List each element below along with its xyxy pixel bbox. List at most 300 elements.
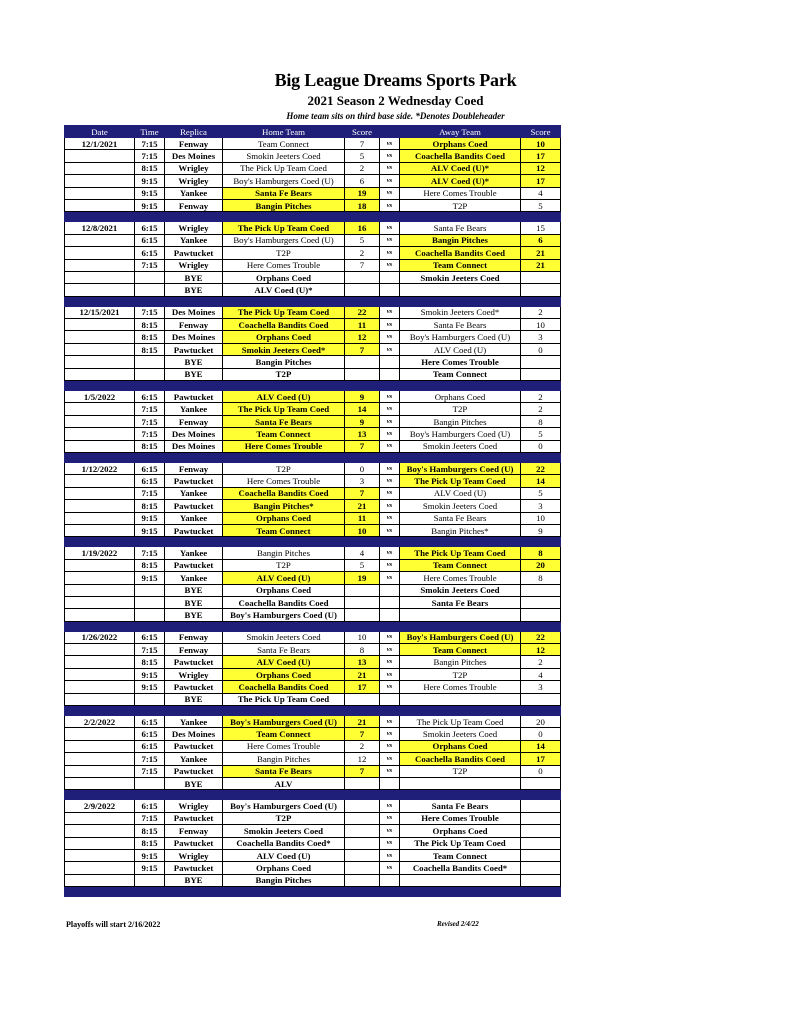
table-row xyxy=(65,415,561,427)
away-team-cell xyxy=(400,874,521,886)
replica-field-cell: Des Moines xyxy=(165,150,223,162)
time-cell xyxy=(135,284,165,296)
away-team-cell: The Pick Up Team Coed xyxy=(400,547,521,559)
table-row xyxy=(65,693,561,705)
time-cell: 8:15 xyxy=(135,825,165,837)
home-score-cell xyxy=(345,862,380,874)
separator-cell xyxy=(135,381,165,391)
date-cell xyxy=(65,319,135,331)
replica-field-cell: BYE xyxy=(165,596,223,608)
vs-cell: vs xyxy=(380,175,400,187)
home-team-cell: Smokin Jeeters Coed xyxy=(223,150,345,162)
separator-cell xyxy=(345,212,380,222)
home-team-cell: The Pick Up Team Coed xyxy=(223,403,345,415)
date-cell xyxy=(65,331,135,343)
home-team-cell: Team Connect xyxy=(223,138,345,150)
separator-cell xyxy=(135,790,165,800)
time-cell: 8:15 xyxy=(135,343,165,355)
home-score-cell: 7 xyxy=(345,343,380,355)
table-row xyxy=(65,584,561,596)
home-team-cell: Santa Fe Bears xyxy=(223,644,345,656)
week-separator xyxy=(65,887,561,897)
away-team-cell: T2P xyxy=(400,765,521,777)
home-team-cell: Team Connect xyxy=(223,428,345,440)
away-team-cell: Smokin Jeeters Coed xyxy=(400,440,521,452)
separator-cell xyxy=(165,537,223,547)
replica-field-cell: BYE xyxy=(165,609,223,621)
date-cell xyxy=(65,487,135,499)
away-score-cell: 0 xyxy=(521,440,561,452)
vs-cell: vs xyxy=(380,234,400,246)
away-score-cell: 4 xyxy=(521,187,561,199)
separator-cell xyxy=(521,537,561,547)
home-team-cell: ALV xyxy=(223,777,345,789)
home-team-cell: T2P xyxy=(223,812,345,824)
separator-cell xyxy=(345,621,380,631)
table-row xyxy=(65,331,561,343)
time-cell: 7:15 xyxy=(135,487,165,499)
time-cell xyxy=(135,368,165,380)
home-team-cell: Boy's Hamburgers Coed (U) xyxy=(223,234,345,246)
separator-cell xyxy=(65,621,135,631)
home-team-cell: Bangin Pitches xyxy=(223,753,345,765)
table-row xyxy=(65,668,561,680)
replica-field-cell: Pawtucket xyxy=(165,862,223,874)
away-team-cell: Team Connect xyxy=(400,849,521,861)
away-score-cell: 8 xyxy=(521,572,561,584)
date-cell xyxy=(65,559,135,571)
replica-field-cell: Fenway xyxy=(165,138,223,150)
replica-field-cell: Pawtucket xyxy=(165,812,223,824)
replica-field-cell: Des Moines xyxy=(165,440,223,452)
home-team-cell: T2P xyxy=(223,559,345,571)
time-cell: 7:15 xyxy=(135,428,165,440)
replica-field-cell: Wrigley xyxy=(165,259,223,271)
date-cell xyxy=(65,234,135,246)
home-team-cell: The Pick Up Team Coed xyxy=(223,162,345,174)
replica-field-cell: Des Moines xyxy=(165,331,223,343)
replica-field-cell: Wrigley xyxy=(165,800,223,812)
away-score-cell: 9 xyxy=(521,524,561,536)
table-row xyxy=(65,403,561,415)
separator-cell xyxy=(521,887,561,897)
away-score-cell xyxy=(521,609,561,621)
away-team-cell: Smokin Jeeters Coed xyxy=(400,271,521,283)
time-cell: 9:15 xyxy=(135,175,165,187)
away-score-cell: 17 xyxy=(521,150,561,162)
home-score-cell: 7 xyxy=(345,259,380,271)
away-team-cell: Team Connect xyxy=(400,368,521,380)
time-cell: 7:15 xyxy=(135,306,165,318)
date-cell xyxy=(65,440,135,452)
table-row xyxy=(65,512,561,524)
table-header-row xyxy=(65,126,561,138)
date-cell xyxy=(65,837,135,849)
home-score-cell xyxy=(345,800,380,812)
time-cell: 7:15 xyxy=(135,812,165,824)
date-cell xyxy=(65,668,135,680)
home-score-cell: 7 xyxy=(345,728,380,740)
away-team-cell: Coachella Bandits Coed xyxy=(400,247,521,259)
vs-cell xyxy=(380,584,400,596)
table-row xyxy=(65,259,561,271)
separator-cell xyxy=(65,212,135,222)
replica-field-cell: Pawtucket xyxy=(165,500,223,512)
separator-cell xyxy=(165,621,223,631)
table-row xyxy=(65,462,561,474)
vs-cell: vs xyxy=(380,138,400,150)
vs-cell: vs xyxy=(380,187,400,199)
away-team-cell: ALV Coed (U)* xyxy=(400,175,521,187)
away-score-cell xyxy=(521,284,561,296)
home-score-cell: 4 xyxy=(345,547,380,559)
separator-cell xyxy=(223,212,345,222)
vs-cell: vs xyxy=(380,825,400,837)
week-separator xyxy=(65,537,561,547)
separator-cell xyxy=(223,452,345,462)
home-team-cell: ALV Coed (U) xyxy=(223,656,345,668)
separator-cell xyxy=(521,212,561,222)
table-row xyxy=(65,391,561,403)
home-score-cell xyxy=(345,584,380,596)
home-score-cell: 7 xyxy=(345,440,380,452)
vs-cell: vs xyxy=(380,440,400,452)
table-row xyxy=(65,150,561,162)
table-row xyxy=(65,572,561,584)
vs-cell: vs xyxy=(380,753,400,765)
away-score-cell: 22 xyxy=(521,462,561,474)
home-team-cell: Bangin Pitches xyxy=(223,356,345,368)
replica-field-cell: Pawtucket xyxy=(165,559,223,571)
separator-cell xyxy=(345,537,380,547)
vs-cell: vs xyxy=(380,462,400,474)
vs-cell: vs xyxy=(380,512,400,524)
home-score-cell: 7 xyxy=(345,138,380,150)
time-cell: 8:15 xyxy=(135,331,165,343)
time-cell xyxy=(135,693,165,705)
col-header-vs xyxy=(380,126,400,138)
vs-cell xyxy=(380,596,400,608)
separator-cell xyxy=(65,706,135,716)
table-row xyxy=(65,187,561,199)
replica-field-cell: BYE xyxy=(165,284,223,296)
page-subtitle: 2021 Season 2 Wednesday Coed xyxy=(307,93,484,108)
home-score-cell xyxy=(345,596,380,608)
table-row xyxy=(65,306,561,318)
date-cell: 1/5/2022 xyxy=(65,391,135,403)
vs-cell xyxy=(380,368,400,380)
date-cell xyxy=(65,644,135,656)
away-score-cell: 17 xyxy=(521,753,561,765)
separator-cell xyxy=(521,296,561,306)
home-team-cell: T2P xyxy=(223,247,345,259)
replica-field-cell: Yankee xyxy=(165,187,223,199)
table-row xyxy=(65,656,561,668)
home-score-cell: 6 xyxy=(345,175,380,187)
away-score-cell: 3 xyxy=(521,500,561,512)
home-score-cell xyxy=(345,777,380,789)
table-row xyxy=(65,644,561,656)
home-team-cell: Coachella Bandits Coed* xyxy=(223,837,345,849)
vs-cell: vs xyxy=(380,656,400,668)
vs-cell: vs xyxy=(380,306,400,318)
separator-cell xyxy=(223,887,345,897)
table-row xyxy=(65,199,561,211)
home-score-cell: 22 xyxy=(345,306,380,318)
date-cell xyxy=(65,740,135,752)
time-cell: 9:15 xyxy=(135,849,165,861)
home-score-cell: 2 xyxy=(345,247,380,259)
home-team-cell: Orphans Coed xyxy=(223,271,345,283)
away-score-cell xyxy=(521,800,561,812)
replica-field-cell: Wrigley xyxy=(165,849,223,861)
home-team-cell: Orphans Coed xyxy=(223,668,345,680)
vs-cell xyxy=(380,356,400,368)
week-separator xyxy=(65,621,561,631)
date-cell xyxy=(65,284,135,296)
away-score-cell xyxy=(521,271,561,283)
away-team-cell xyxy=(400,693,521,705)
vs-cell: vs xyxy=(380,475,400,487)
date-cell xyxy=(65,874,135,886)
replica-field-cell: BYE xyxy=(165,368,223,380)
schedule-table xyxy=(64,125,561,897)
away-score-cell xyxy=(521,862,561,874)
replica-field-cell: Wrigley xyxy=(165,175,223,187)
date-cell: 12/8/2021 xyxy=(65,222,135,234)
home-team-cell: Boy's Hamburgers Coed (U) xyxy=(223,609,345,621)
vs-cell: vs xyxy=(380,415,400,427)
replica-field-cell: Yankee xyxy=(165,403,223,415)
home-score-cell: 18 xyxy=(345,199,380,211)
date-cell xyxy=(65,150,135,162)
replica-field-cell: Fenway xyxy=(165,319,223,331)
separator-cell xyxy=(400,537,521,547)
separator-cell xyxy=(380,887,400,897)
away-team-cell: Bangin Pitches xyxy=(400,234,521,246)
away-score-cell: 20 xyxy=(521,559,561,571)
away-team-cell: Here Comes Trouble xyxy=(400,681,521,693)
home-team-cell: Bangin Pitches xyxy=(223,874,345,886)
time-cell: 9:15 xyxy=(135,524,165,536)
away-team-cell: Coachella Bandits Coed xyxy=(400,150,521,162)
date-cell xyxy=(65,572,135,584)
separator-cell xyxy=(380,452,400,462)
home-score-cell xyxy=(345,825,380,837)
away-score-cell xyxy=(521,693,561,705)
vs-cell: vs xyxy=(380,428,400,440)
away-team-cell: The Pick Up Team Coed xyxy=(400,475,521,487)
table-row xyxy=(65,862,561,874)
home-team-cell: Here Comes Trouble xyxy=(223,259,345,271)
separator-cell xyxy=(380,621,400,631)
separator-cell xyxy=(345,452,380,462)
time-cell: 8:15 xyxy=(135,500,165,512)
away-team-cell: Santa Fe Bears xyxy=(400,319,521,331)
home-team-cell: ALV Coed (U) xyxy=(223,391,345,403)
col-header-away-team: Away Team xyxy=(400,126,521,138)
separator-cell xyxy=(400,296,521,306)
separator-cell xyxy=(345,887,380,897)
vs-cell: vs xyxy=(380,259,400,271)
vs-cell xyxy=(380,284,400,296)
vs-cell: vs xyxy=(380,644,400,656)
home-team-cell: Bangin Pitches xyxy=(223,199,345,211)
away-score-cell: 20 xyxy=(521,716,561,728)
date-cell xyxy=(65,753,135,765)
home-team-cell: Santa Fe Bears xyxy=(223,765,345,777)
away-score-cell: 5 xyxy=(521,199,561,211)
time-cell: 6:15 xyxy=(135,475,165,487)
away-score-cell: 12 xyxy=(521,162,561,174)
home-score-cell xyxy=(345,849,380,861)
away-score-cell: 12 xyxy=(521,644,561,656)
replica-field-cell: Fenway xyxy=(165,199,223,211)
separator-cell xyxy=(135,621,165,631)
home-team-cell: ALV Coed (U) xyxy=(223,849,345,861)
time-cell: 6:15 xyxy=(135,247,165,259)
away-score-cell: 0 xyxy=(521,765,561,777)
time-cell: 7:15 xyxy=(135,259,165,271)
away-score-cell: 6 xyxy=(521,234,561,246)
away-team-cell: Orphans Coed xyxy=(400,391,521,403)
time-cell xyxy=(135,271,165,283)
table-row xyxy=(65,728,561,740)
vs-cell: vs xyxy=(380,500,400,512)
home-score-cell xyxy=(345,368,380,380)
home-team-cell: Here Comes Trouble xyxy=(223,740,345,752)
away-score-cell: 17 xyxy=(521,175,561,187)
home-team-cell: Team Connect xyxy=(223,524,345,536)
playoffs-note: Playoffs will start 2/16/2022 xyxy=(66,920,161,929)
vs-cell xyxy=(380,693,400,705)
separator-cell xyxy=(135,706,165,716)
replica-field-cell: Pawtucket xyxy=(165,656,223,668)
separator-cell xyxy=(223,706,345,716)
date-cell xyxy=(65,862,135,874)
date-cell xyxy=(65,849,135,861)
away-score-cell: 4 xyxy=(521,668,561,680)
away-score-cell: 2 xyxy=(521,656,561,668)
replica-field-cell: Fenway xyxy=(165,415,223,427)
home-team-cell: Orphans Coed xyxy=(223,331,345,343)
week-separator xyxy=(65,296,561,306)
separator-cell xyxy=(223,381,345,391)
away-team-cell: T2P xyxy=(400,403,521,415)
separator-cell xyxy=(400,887,521,897)
replica-field-cell: Wrigley xyxy=(165,668,223,680)
table-row xyxy=(65,356,561,368)
time-cell: 6:15 xyxy=(135,222,165,234)
time-cell: 6:15 xyxy=(135,631,165,643)
separator-cell xyxy=(380,790,400,800)
replica-field-cell: BYE xyxy=(165,356,223,368)
table-row xyxy=(65,428,561,440)
home-score-cell xyxy=(345,609,380,621)
vs-cell: vs xyxy=(380,199,400,211)
date-cell xyxy=(65,584,135,596)
date-cell xyxy=(65,175,135,187)
home-score-cell: 2 xyxy=(345,162,380,174)
table-row xyxy=(65,765,561,777)
table-row xyxy=(65,222,561,234)
table-row xyxy=(65,162,561,174)
away-team-cell: Santa Fe Bears xyxy=(400,222,521,234)
date-cell xyxy=(65,812,135,824)
table-row xyxy=(65,475,561,487)
vs-cell: vs xyxy=(380,559,400,571)
vs-cell: vs xyxy=(380,247,400,259)
home-score-cell: 21 xyxy=(345,500,380,512)
home-score-cell: 7 xyxy=(345,765,380,777)
home-score-cell xyxy=(345,812,380,824)
away-team-cell: Team Connect xyxy=(400,259,521,271)
away-score-cell xyxy=(521,368,561,380)
away-score-cell: 5 xyxy=(521,487,561,499)
replica-field-cell: Pawtucket xyxy=(165,343,223,355)
date-cell: 12/1/2021 xyxy=(65,138,135,150)
separator-cell xyxy=(223,621,345,631)
time-cell: 7:15 xyxy=(135,753,165,765)
table-row xyxy=(65,740,561,752)
home-score-cell xyxy=(345,874,380,886)
home-score-cell: 12 xyxy=(345,331,380,343)
separator-cell xyxy=(521,706,561,716)
home-score-cell: 13 xyxy=(345,656,380,668)
col-header-replica: Replica xyxy=(165,126,223,138)
date-cell xyxy=(65,199,135,211)
separator-cell xyxy=(223,790,345,800)
home-team-cell: Coachella Bandits Coed xyxy=(223,681,345,693)
home-team-cell: ALV Coed (U)* xyxy=(223,284,345,296)
separator-cell xyxy=(135,452,165,462)
vs-cell: vs xyxy=(380,812,400,824)
date-cell xyxy=(65,681,135,693)
date-cell xyxy=(65,765,135,777)
table-row xyxy=(65,559,561,571)
time-cell: 8:15 xyxy=(135,656,165,668)
separator-cell xyxy=(65,537,135,547)
home-score-cell: 0 xyxy=(345,462,380,474)
separator-cell xyxy=(65,381,135,391)
home-team-cell: Here Comes Trouble xyxy=(223,475,345,487)
away-score-cell: 2 xyxy=(521,403,561,415)
vs-cell: vs xyxy=(380,343,400,355)
separator-cell xyxy=(223,537,345,547)
separator-cell xyxy=(135,296,165,306)
vs-cell: vs xyxy=(380,222,400,234)
away-score-cell: 2 xyxy=(521,391,561,403)
separator-cell xyxy=(345,790,380,800)
time-cell: 6:15 xyxy=(135,716,165,728)
date-cell xyxy=(65,162,135,174)
week-separator xyxy=(65,706,561,716)
table-row xyxy=(65,631,561,643)
vs-cell: vs xyxy=(380,572,400,584)
table-row xyxy=(65,319,561,331)
separator-cell xyxy=(345,706,380,716)
away-score-cell xyxy=(521,874,561,886)
replica-field-cell: Yankee xyxy=(165,234,223,246)
date-cell xyxy=(65,825,135,837)
home-score-cell: 14 xyxy=(345,403,380,415)
home-score-cell: 19 xyxy=(345,187,380,199)
away-team-cell: Smokin Jeeters Coed xyxy=(400,728,521,740)
time-cell: 8:15 xyxy=(135,319,165,331)
vs-cell: vs xyxy=(380,837,400,849)
home-score-cell xyxy=(345,356,380,368)
replica-field-cell: BYE xyxy=(165,874,223,886)
